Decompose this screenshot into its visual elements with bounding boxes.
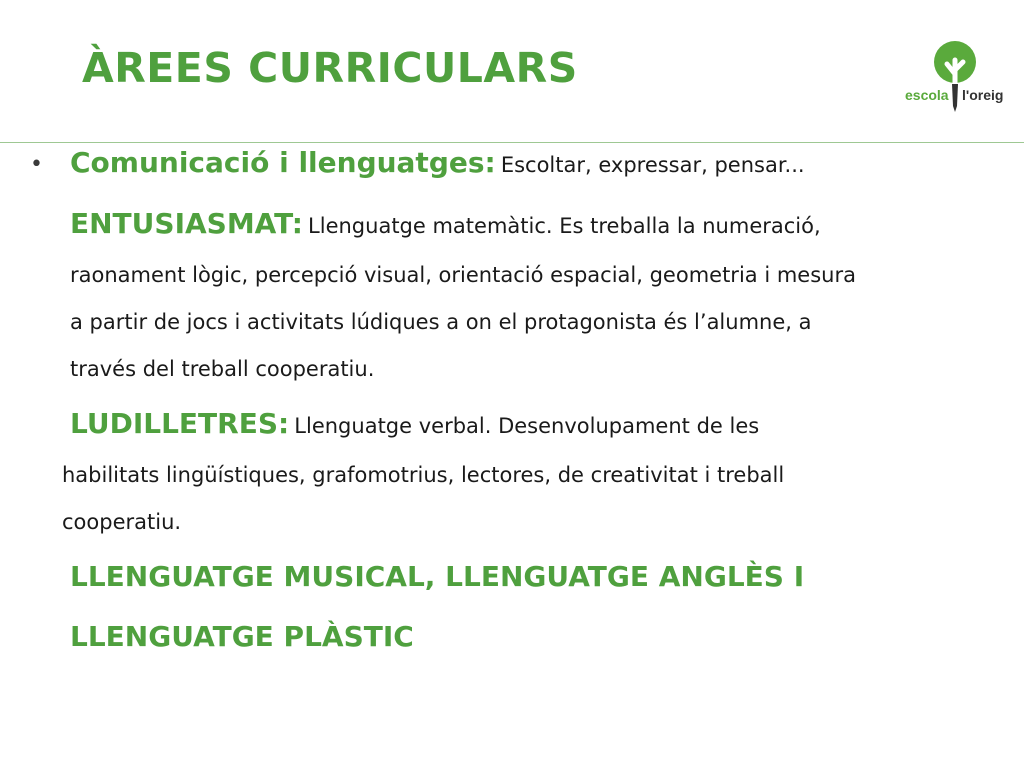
section-text-line: habilitats lingüístiques, grafomotrius, lectores, de creativitat i treball [62, 463, 785, 487]
section-entusiasmat [70, 207, 821, 240]
section-heading: Comunicació i llenguatges: [70, 146, 496, 179]
section-text-line: cooperatiu. [62, 510, 182, 534]
school-logo [900, 40, 1010, 115]
section-other-languages-cont: LLENGUATGE PLÀSTIC [70, 620, 414, 653]
section-heading: LUDILLETRES: [70, 407, 290, 440]
section-text: Llenguatge matemàtic. Es treballa la numeració, [308, 214, 821, 238]
section-heading: ENTUSIASMAT: [70, 207, 303, 240]
section-ludilletres [70, 407, 759, 440]
section-text: Llenguatge verbal. Desenvolupament de les [294, 414, 760, 438]
section-text-line: través del treball cooperatiu. [70, 357, 375, 381]
section-communication [70, 146, 805, 179]
slide-title: ÀREES CURRICULARS [82, 44, 578, 92]
logo-text-right: l'oreig [962, 87, 1004, 103]
tree-trunk-icon [952, 84, 958, 106]
section-other-languages: LLENGUATGE MUSICAL, LLENGUATGE ANGLÈS I [70, 560, 805, 593]
section-text-line: a partir de jocs i activitats lúdiques a on el protagonista és l’alumne, a [70, 310, 812, 334]
title-divider [0, 142, 1024, 143]
logo-text-left: escola [905, 87, 949, 103]
section-text-line: raonament lògic, percepció visual, orientació espacial, geometria i mesura [70, 263, 856, 287]
section-text: Escoltar, expressar, pensar... [500, 153, 805, 177]
bullet-marker: • [30, 152, 43, 177]
